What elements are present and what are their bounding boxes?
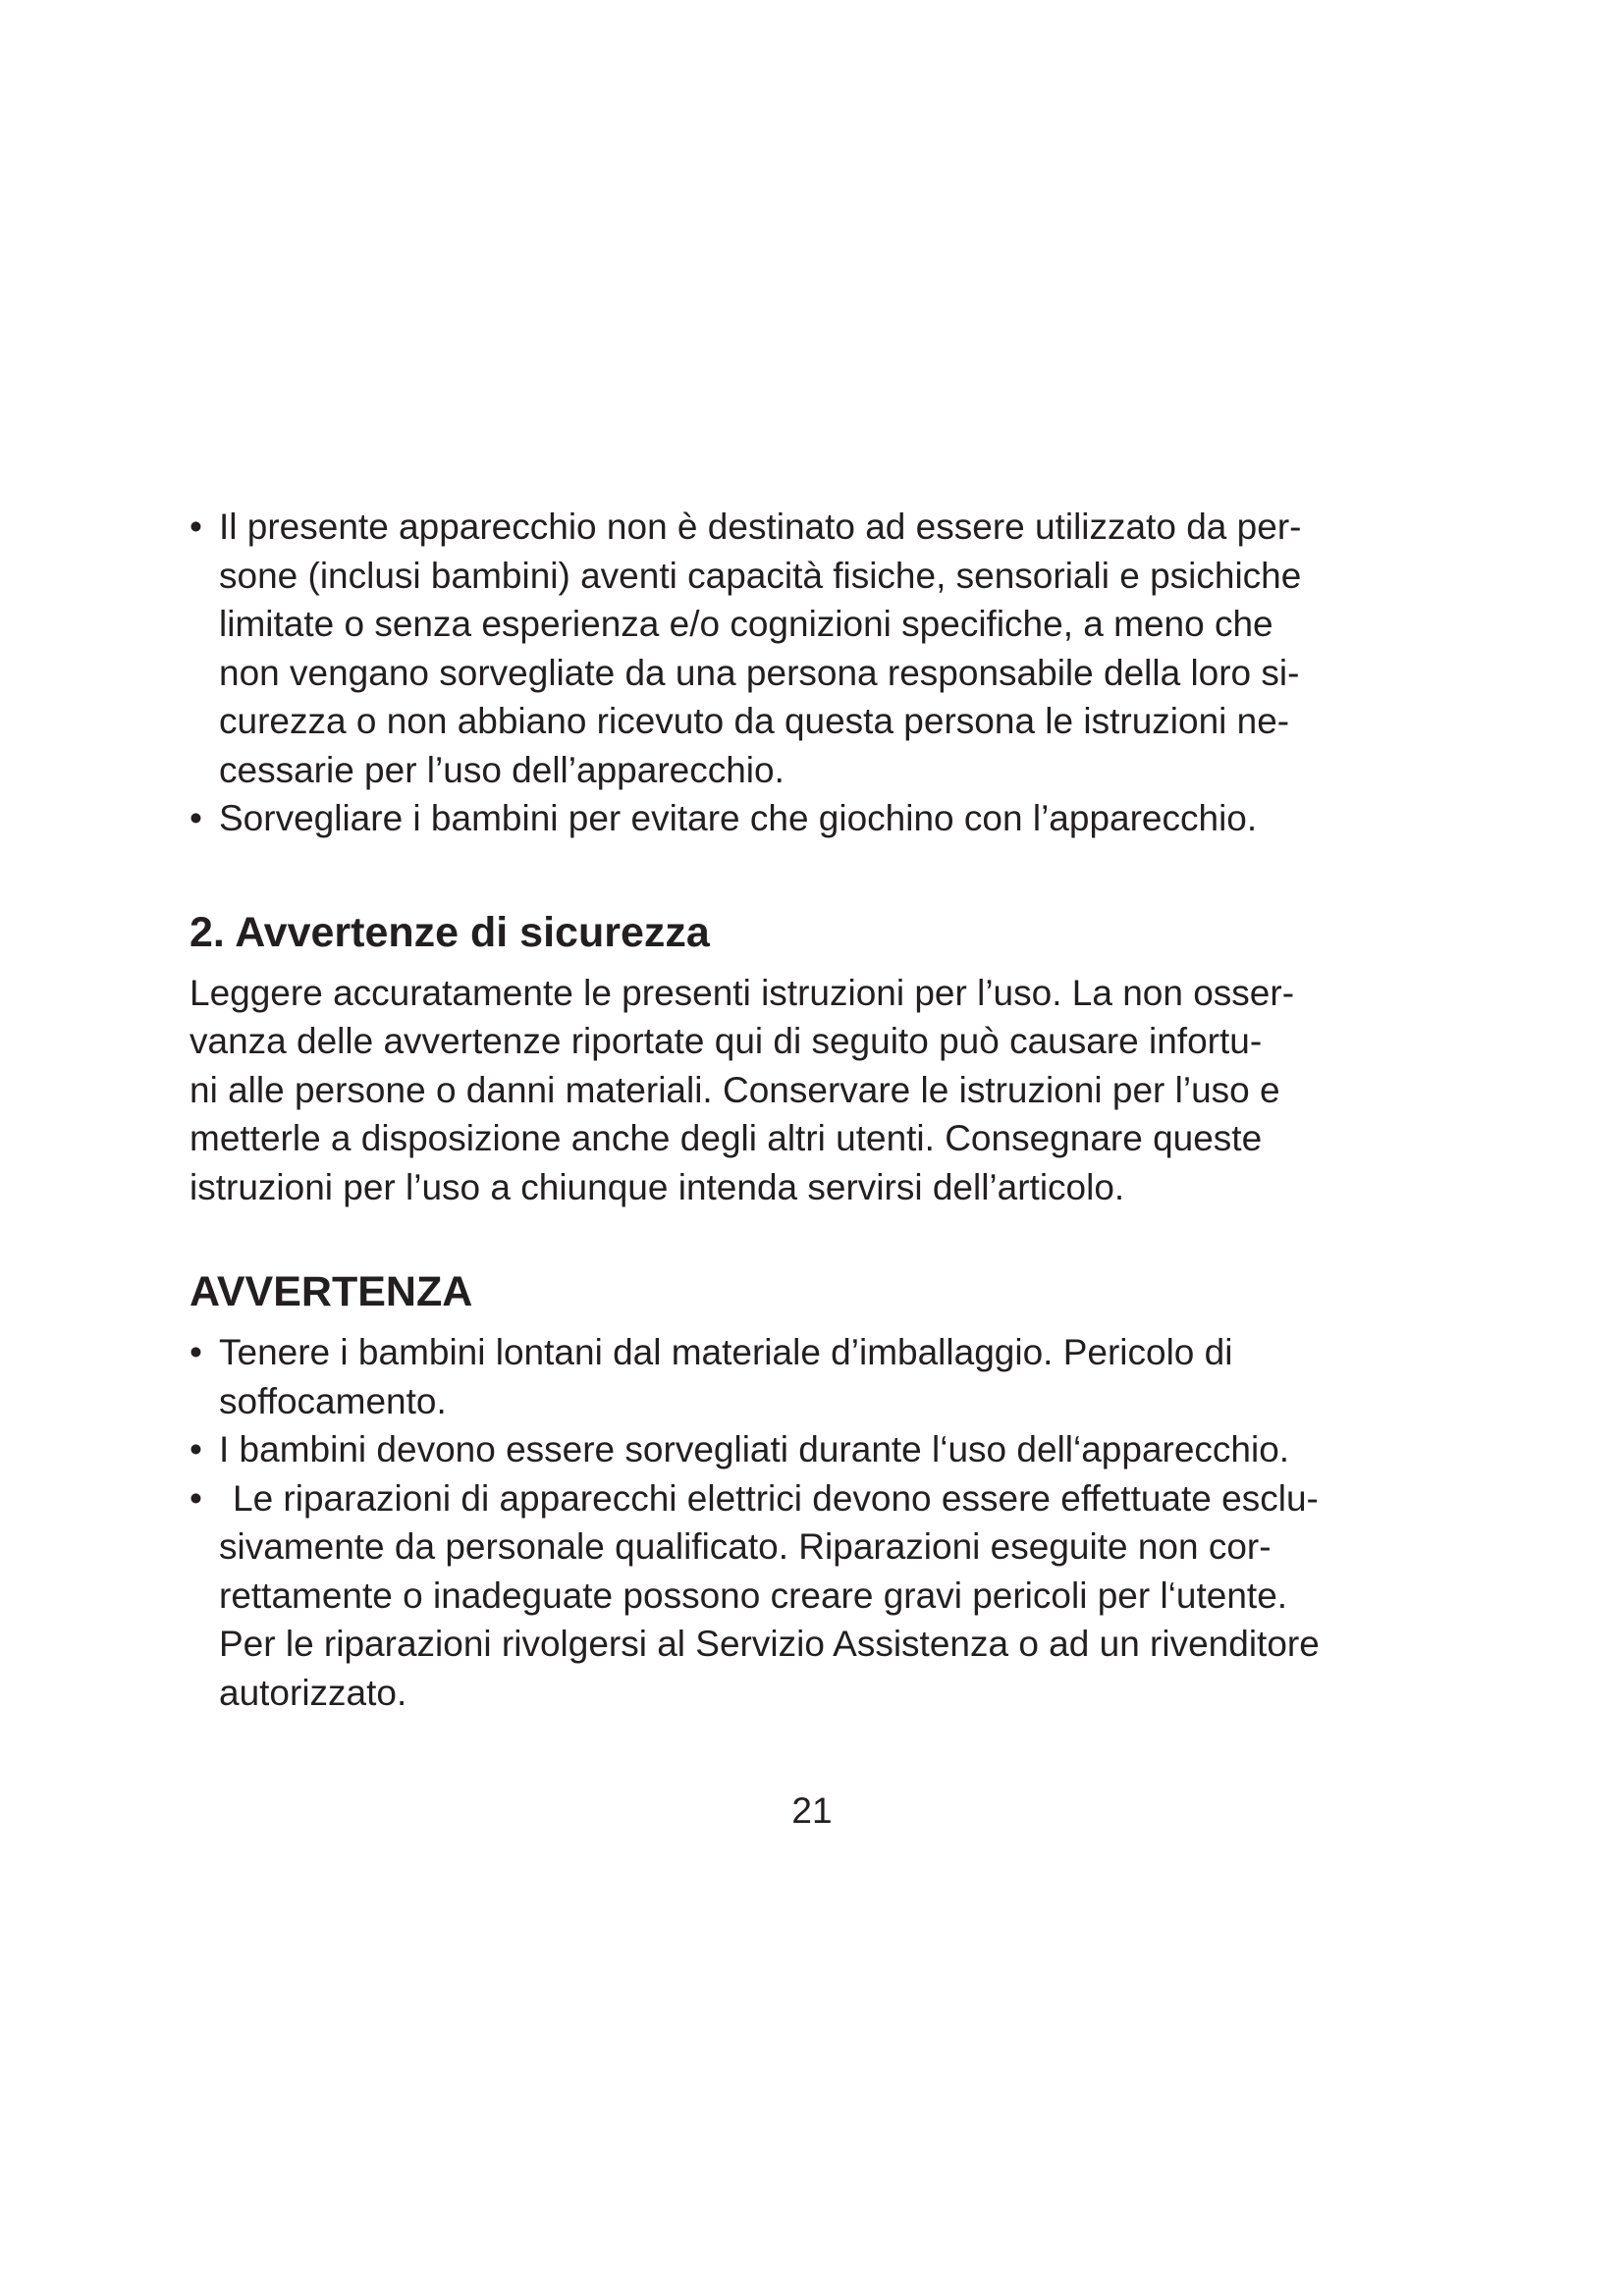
bullet-line: soffocamento. bbox=[219, 1380, 447, 1421]
list-item bbox=[189, 794, 1466, 843]
intro-bullet-list bbox=[189, 503, 1466, 843]
bullet-line: rettamente o inadeguate possono creare gravi pericoli per l‘utente. bbox=[219, 1575, 1288, 1616]
bullet-line: autorizzato. bbox=[219, 1672, 407, 1713]
page-content bbox=[189, 503, 1466, 1717]
list-item bbox=[189, 1425, 1466, 1474]
bullet-line: limitate o senza esperienza e/o cognizioni specifiche, a meno che bbox=[219, 604, 1273, 644]
warning-title: AVVERTENZA bbox=[189, 1268, 473, 1315]
paragraph-line: Leggere accuratamente le presenti istruzioni per l’uso. La non osser- bbox=[189, 972, 1295, 1013]
paragraph-line: metterle a disposizione anche degli altri utenti. Consegnare queste bbox=[189, 1118, 1263, 1158]
section-paragraph bbox=[189, 969, 1466, 1212]
paragraph-line: istruzioni per l’uso a chiunque intenda servirsi dell’articolo. bbox=[189, 1166, 1125, 1207]
bullet-line: cessarie per l’uso dell’apparecchio. bbox=[219, 749, 785, 790]
bullet-line: • I bambini devono essere sorvegliati durante l‘uso dell‘apparecchio. bbox=[219, 1429, 1290, 1469]
section-title: 2. Avvertenze di sicurezza bbox=[189, 908, 710, 956]
paragraph-line: ni alle persone o danni materiali. Conservare le istruzioni per l’uso e bbox=[189, 1069, 1280, 1110]
bullet-line: Per le riparazioni rivolgersi al Servizio Assistenza o ad un rivenditore bbox=[219, 1624, 1320, 1664]
bullet-line: sone (inclusi bambini) aventi capacità fisiche, sensoriali e psichiche bbox=[219, 555, 1302, 596]
bullet-line: • Il presente apparecchio non è destinato ad essere utilizzato da per- bbox=[219, 507, 1302, 547]
list-item bbox=[189, 1474, 1466, 1718]
list-item bbox=[189, 503, 1466, 794]
list-item bbox=[189, 1328, 1466, 1425]
bullet-line: • Le riparazioni di apparecchi elettrici devono essere effettuate esclu- bbox=[233, 1477, 1319, 1519]
bullet-line: sivamente da personale qualificato. Riparazioni eseguite non cor- bbox=[219, 1526, 1272, 1567]
page-number: 21 bbox=[791, 1790, 833, 1831]
bullet-line: non vengano sorvegliate da una persona responsabile della loro si- bbox=[219, 652, 1300, 693]
bullet-line: • Sorvegliare i bambini per evitare che giochino con l’apparecchio. bbox=[219, 798, 1258, 838]
bullet-line: curezza o non abbiano ricevuto da questa persona le istruzioni ne- bbox=[219, 701, 1290, 741]
bullet-line: • Tenere i bambini lontani dal materiale d’imballaggio. Pericolo di bbox=[219, 1332, 1233, 1372]
paragraph-line: vanza delle avvertenze riportate qui di seguito può causare infortu- bbox=[189, 1021, 1263, 1061]
warning-bullet-list bbox=[189, 1328, 1466, 1717]
